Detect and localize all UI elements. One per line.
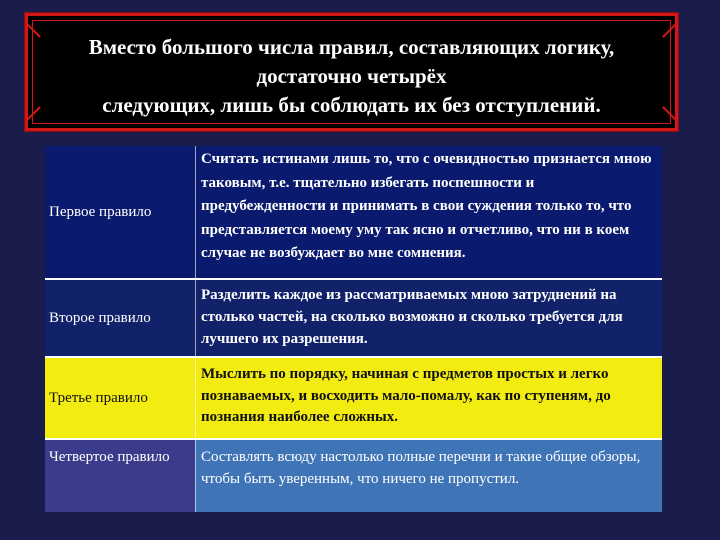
rule-label: Первое правило	[49, 204, 152, 220]
rule-text: Разделить каждое из рассматриваемых мною затруднений на столько частей, на сколько возможно и сколько требуется для лучшего их разрешения.	[195, 280, 662, 356]
frame-corner	[25, 106, 41, 122]
title-line-3: следующих, лишь бы соблюдать их без отступлений.	[102, 93, 601, 117]
frame-corner	[662, 22, 678, 38]
rule-row-3	[45, 358, 662, 438]
rule-label: Четвертое правило	[45, 440, 195, 512]
rule-row-4	[45, 440, 662, 512]
rule-text: Считать истинами лишь то, что с очевидностью признается мною таковым, т.е. тщательно избегать поспешности и предубежденности и принимать в свои суждения только то, что представляется моему уму так ясно и отчетливо, что ни в коем случае не возбуждает во мне сомнения.	[195, 146, 662, 278]
rule-label: Второе правило	[49, 310, 151, 326]
rule-text: Составлять всюду настолько полные перечни и такие общие обзоры, чтобы быть уверенным, что ничего не пропустил.	[195, 440, 662, 512]
frame-corner	[662, 106, 678, 122]
frame-corner	[25, 22, 41, 38]
title-box	[25, 13, 678, 131]
rule-row-2	[45, 280, 662, 356]
title-line-2: достаточно четырёх	[256, 64, 447, 88]
slide-title	[42, 33, 661, 120]
rule-label: Третье правило	[49, 390, 148, 406]
title-line-1: Вместо большого числа правил, составляющих логику,	[88, 35, 615, 59]
rule-text: Мыслить по порядку, начиная с предметов простых и легко познаваемых, и восходить мало-помалу, как по ступеням, до познания наиболее сложных.	[195, 358, 662, 438]
rule-row-1	[45, 146, 662, 278]
